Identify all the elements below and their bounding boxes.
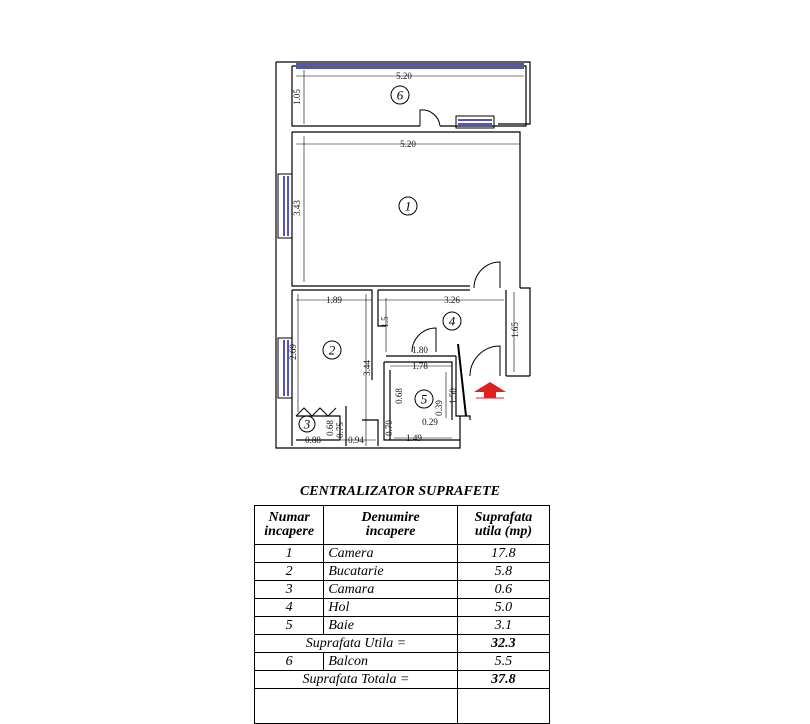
dim-kitchen-width: 1.89 [326, 295, 342, 305]
dim-bath-small1: 0.68 [394, 388, 404, 404]
dim-hall-depth: 3.44 [362, 360, 372, 376]
dim-pantry-width2: 0.94 [348, 435, 364, 445]
dim-hall-right: 1.65 [510, 322, 520, 338]
room-label-1 [399, 197, 417, 215]
table-row: 6 Balcon 5.5 [255, 653, 550, 671]
doors [296, 110, 500, 416]
svg-text:6: 6 [396, 87, 404, 103]
total-area-value: 37.8 [457, 671, 549, 689]
dim-bath-top: 1.80 [412, 345, 428, 355]
useful-area-label: Suprafata Utila = [255, 635, 458, 653]
window-room1 [278, 174, 292, 238]
total-area-row [255, 671, 550, 689]
dim-kitchen-depth: 2.69 [288, 344, 298, 360]
useful-area-value: 32.3 [457, 635, 549, 653]
table-row: 1 Camera 17.8 [255, 545, 550, 563]
svg-text:3: 3 [303, 416, 311, 432]
dim-hall-width: 3.26 [444, 295, 460, 305]
room-label-6 [391, 86, 409, 104]
dim-balcony-depth: 1.05 [292, 89, 302, 105]
summary-title: CENTRALIZATOR SUPRAFETE [299, 484, 501, 499]
empty-row [255, 689, 550, 724]
table-header-row [255, 506, 550, 545]
table-row: 5 Baie 3.1 [255, 617, 550, 635]
dim-bath-height: 1.50 [448, 388, 458, 404]
header-room-number: Numar incapere [255, 506, 324, 545]
entry-arrow-icon [474, 382, 506, 398]
total-area-label: Suprafata Totala = [255, 671, 458, 689]
header-useful-area: Suprafata utila (mp) [457, 506, 549, 545]
surface-summary-table [254, 505, 550, 724]
room-label-4 [443, 312, 461, 330]
dim-bath-small3: 0.29 [422, 417, 438, 427]
dim-bath-small2: 0.39 [434, 400, 444, 416]
room-label-5 [415, 390, 433, 408]
room-label-3 [299, 416, 315, 432]
svg-text:2: 2 [328, 342, 336, 358]
table-row: 3 Camara 0.6 [255, 581, 550, 599]
table-row: 2 Bucatarie 5.8 [255, 563, 550, 581]
svg-text:5: 5 [420, 391, 428, 407]
svg-text:1: 1 [404, 198, 412, 214]
dim-pantry-width: 0.88 [305, 435, 321, 445]
dim-bath-width: 1.78 [412, 361, 428, 371]
header-room-name: Denumire incapere [324, 506, 458, 545]
useful-area-row [255, 635, 550, 653]
dim-hall-small: 1.5 [380, 316, 390, 328]
dim-bath-low: 0.70 [384, 420, 394, 436]
svg-text:4: 4 [448, 313, 456, 329]
dim-bath-bottom: 1.49 [406, 433, 422, 443]
room-label-2 [323, 341, 341, 359]
dim-pantry-h2: 0.75 [335, 422, 345, 438]
dim-pantry-h1: 0.68 [325, 420, 335, 436]
dim-room1-depth: 3.43 [292, 200, 302, 216]
dim-room1-width: 5.20 [400, 139, 416, 149]
table-row: 4 Hol 5.0 [255, 599, 550, 617]
dim-balcony-width: 5.20 [396, 71, 412, 81]
